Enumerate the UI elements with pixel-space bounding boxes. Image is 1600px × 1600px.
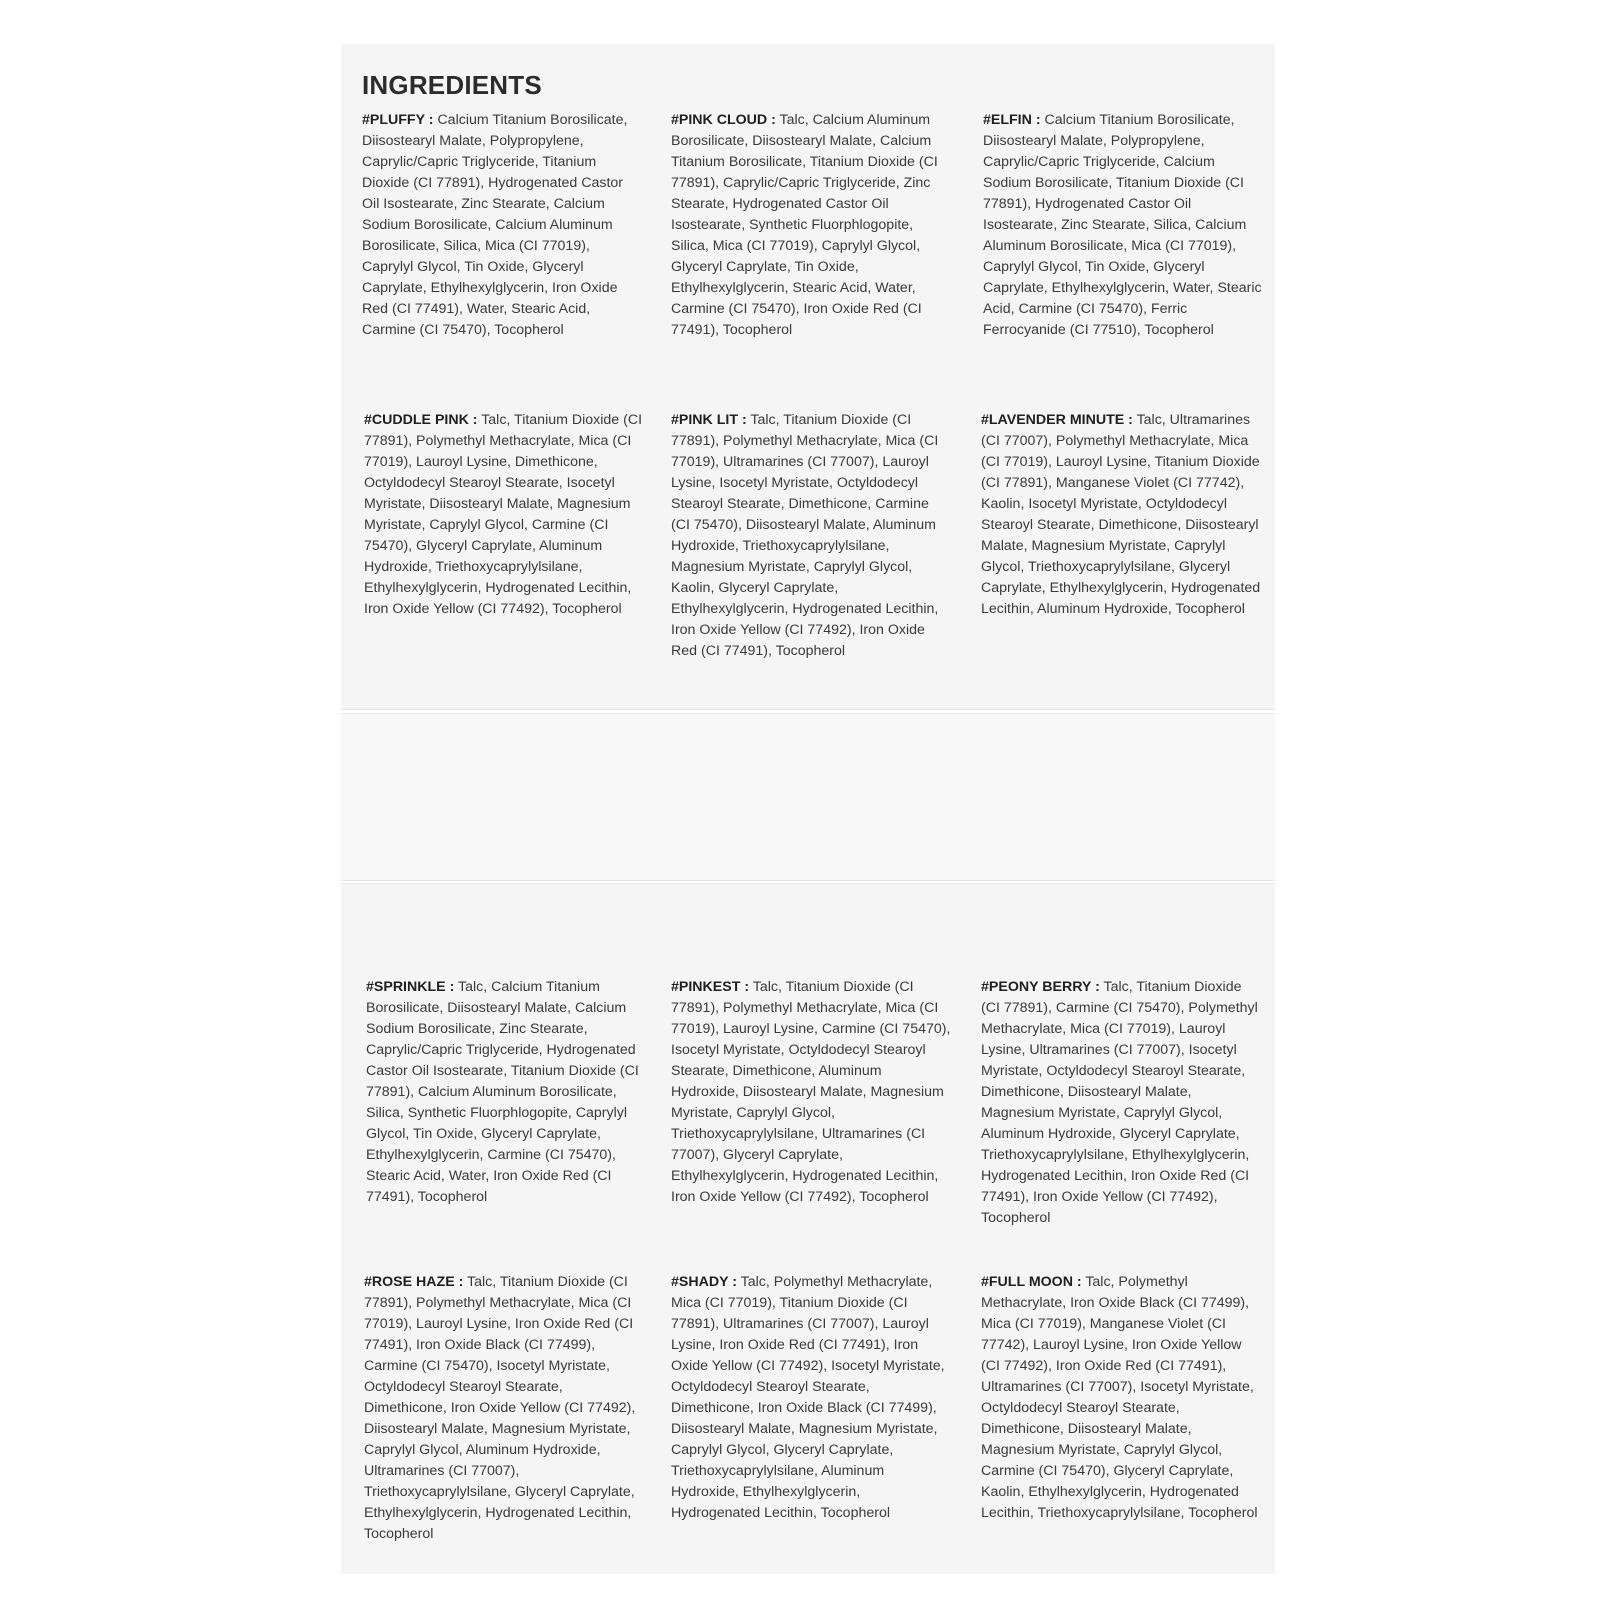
ingredient-list: Talc, Calcium Titanium Borosilicate, Diisostearyl Malate, Calcium Sodium Borosilicate, Zinc Stearate, Caprylic/Capric Triglyceride, Hydrogenated Castor Oil Isostearate, Titanium Dioxide (CI 77891), Calcium Aluminum Borosilicate, Silica, Synthetic Fluorphlogopite, Caprylyl Glycol, Tin Oxide, Glyceryl Caprylate, Ethylhexylglycerin, Carmine (CI 75470), Stearic Acid, Water, Iron Oxide Red (CI 77491), Tocopherol [366, 979, 639, 1205]
ingredient-block-peony-berry [981, 977, 1261, 1229]
ingredient-list: Talc, Titanium Dioxide (CI 77891), Carmine (CI 75470), Polymethyl Methacrylate, Mica (CI 77019), Lauroyl Lysine, Ultramarines (CI 77007), Isocetyl Myristate, Octyldodecyl Stearoyl Stearate, Dimethicone, Diisostearyl Malate, Magnesium Myristate, Caprylyl Glycol, Aluminum Hydroxide, Glyceryl Caprylate, Triethoxycaprylylsilane, Ethylhexylglycerin, Hydrogenated Lecithin, Iron Oxide Red (CI 77491), Iron Oxide Yellow (CI 77492), Tocopherol [981, 979, 1258, 1226]
ingredient-list: Talc, Titanium Dioxide (CI 77891), Polymethyl Methacrylate, Mica (CI 77019), Lauroyl Lysine, Iron Oxide Red (CI 77491), Iron Oxide Black (CI 77499), Carmine (CI 75470), Isocetyl Myristate, Octyldodecyl Stearoyl Stearate, Dimethicone, Iron Oxide Yellow (CI 77492), Diisostearyl Malate, Magnesium Myristate, Caprylyl Glycol, Aluminum Hydroxide, Ultramarines (CI 77007), Triethoxycaprylylsilane, Glyceryl Caprylate, Ethylhexylglycerin, Hydrogenated Lecithin, Tocopherol [364, 1274, 636, 1542]
ingredient-block-elfin [983, 110, 1263, 341]
shade-name: #PEONY BERRY : [981, 979, 1100, 995]
ingredient-block-cuddle-pink [364, 410, 644, 620]
shade-name: #FULL MOON : [981, 1274, 1082, 1290]
ingredient-block-lavender-minute [981, 410, 1261, 620]
ingredient-list: Talc, Titanium Dioxide (CI 77891), Polymethyl Methacrylate, Mica (CI 77019), Lauroyl Lysine, Carmine (CI 75470), Isocetyl Myristate, Octyldodecyl Stearoyl Stearate, Dimethicone, Aluminum Hydroxide, Diisostearyl Malate, Magnesium Myristate, Caprylyl Glycol, Triethoxycaprylylsilane, Ultramarines (CI 77007), Glyceryl Caprylate, Ethylhexylglycerin, Hydrogenated Lecithin, Iron Oxide Yellow (CI 77492), Tocopherol [671, 979, 951, 1205]
shade-name: #PINK LIT : [671, 412, 747, 428]
shade-name: #SPRINKLE : [366, 979, 455, 995]
ingredient-list: Calcium Titanium Borosilicate, Diisostearyl Malate, Polypropylene, Caprylic/Capric Triglyceride, Titanium Dioxide (CI 77891), Hydrogenated Castor Oil Isostearate, Zinc Stearate, Calcium Sodium Borosilicate, Calcium Aluminum Borosilicate, Silica, Mica (CI 77019), Caprylyl Glycol, Tin Oxide, Glyceryl Caprylate, Ethylhexylglycerin, Iron Oxide Red (CI 77491), Water, Stearic Acid, Carmine (CI 75470), Tocopherol [362, 112, 628, 338]
shade-name: #ELFIN : [983, 112, 1041, 128]
ingredient-list: Talc, Polymethyl Methacrylate, Mica (CI 77019), Titanium Dioxide (CI 77891), Ultramarines (CI 77007), Lauroyl Lysine, Iron Oxide Red (CI 77491), Iron Oxide Yellow (CI 77492), Isocetyl Myristate, Octyldodecyl Stearoyl Stearate, Dimethicone, Iron Oxide Black (CI 77499), Diisostearyl Malate, Magnesium Myristate, Caprylyl Glycol, Glyceryl Caprylate, Triethoxycaprylylsilane, Aluminum Hydroxide, Ethylhexylglycerin, Hydrogenated Lecithin, Tocopherol [671, 1274, 945, 1521]
fold-strip [341, 713, 1275, 881]
shade-name: #CUDDLE PINK : [364, 412, 478, 428]
ingredient-list: Talc, Calcium Aluminum Borosilicate, Diisostearyl Malate, Calcium Titanium Borosilicate, Titanium Dioxide (CI 77891), Caprylic/Capric Triglyceride, Zinc Stearate, Hydrogenated Castor Oil Isostearate, Synthetic Fluorphlogopite, Silica, Mica (CI 77019), Caprylyl Glycol, Glyceryl Caprylate, Tin Oxide, Ethylhexylglycerin, Stearic Acid, Water, Carmine (CI 75470), Iron Oxide Red (CI 77491), Tocopherol [671, 112, 938, 338]
ingredient-list: Talc, Ultramarines (CI 77007), Polymethyl Methacrylate, Mica (CI 77019), Lauroyl Lysine, Titanium Dioxide (CI 77891), Manganese Violet (CI 77742), Kaolin, Isocetyl Myristate, Octyldodecyl Stearoyl Stearate, Dimethicone, Diisostearyl Malate, Magnesium Myristate, Caprylyl Glycol, Triethoxycaprylylsilane, Glyceryl Caprylate, Ethylhexylglycerin, Hydrogenated Lecithin, Aluminum Hydroxide, Tocopherol [981, 412, 1261, 617]
ingredient-list: Calcium Titanium Borosilicate, Diisostearyl Malate, Polypropylene, Caprylic/Capric Triglyceride, Calcium Sodium Borosilicate, Titanium Dioxide (CI 77891), Hydrogenated Castor Oil Isostearate, Zinc Stearate, Silica, Calcium Aluminum Borosilicate, Mica (CI 77019), Caprylyl Glycol, Tin Oxide, Glyceryl Caprylate, Ethylhexylglycerin, Water, Stearic Acid, Carmine (CI 75470), Ferric Ferrocyanide (CI 77510), Tocopherol [983, 112, 1262, 338]
shade-name: #PLUFFY : [362, 112, 434, 128]
ingredient-block-pinkest [671, 977, 951, 1208]
ingredient-list: Talc, Polymethyl Methacrylate, Iron Oxide Black (CI 77499), Mica (CI 77019), Manganese Violet (CI 77742), Lauroyl Lysine, Iron Oxide Yellow (CI 77492), Iron Oxide Red (CI 77491), Ultramarines (CI 77007), Isocetyl Myristate, Octyldodecyl Stearoyl Stearate, Dimethicone, Diisostearyl Malate, Magnesium Myristate, Caprylyl Glycol, Carmine (CI 75470), Glyceryl Caprylate, Kaolin, Ethylhexylglycerin, Hydrogenated Lecithin, Triethoxycaprylylsilane, Tocopherol [981, 1274, 1258, 1521]
ingredient-block-full-moon [981, 1272, 1261, 1524]
ingredient-block-sprinkle [366, 977, 646, 1208]
ingredient-block-shady [671, 1272, 951, 1524]
shade-name: #PINKEST : [671, 979, 750, 995]
shade-name: #ROSE HAZE : [364, 1274, 464, 1290]
shade-name: #SHADY : [671, 1274, 737, 1290]
ingredient-block-pink-cloud [671, 110, 951, 341]
ingredient-block-pink-lit [671, 410, 951, 662]
page-title: INGREDIENTS [362, 70, 542, 100]
shade-name: #PINK CLOUD : [671, 112, 776, 128]
ingredient-block-pluffy [362, 110, 642, 341]
shade-name: #LAVENDER MINUTE : [981, 412, 1133, 428]
ingredient-block-rose-haze [364, 1272, 644, 1545]
ingredient-list: Talc, Titanium Dioxide (CI 77891), Polymethyl Methacrylate, Mica (CI 77019), Lauroyl Lysine, Dimethicone, Octyldodecyl Stearoyl Stearate, Isocetyl Myristate, Diisostearyl Malate, Magnesium Myristate, Caprylyl Glycol, Carmine (CI 75470), Glyceryl Caprylate, Aluminum Hydroxide, Triethoxycaprylylsilane, Ethylhexylglycerin, Hydrogenated Lecithin, Iron Oxide Yellow (CI 77492), Tocopherol [364, 412, 643, 617]
ingredient-list: Talc, Titanium Dioxide (CI 77891), Polymethyl Methacrylate, Mica (CI 77019), Ultramarines (CI 77007), Lauroyl Lysine, Isocetyl Myristate, Octyldodecyl Stearoyl Stearate, Dimethicone, Carmine (CI 75470), Diisostearyl Malate, Aluminum Hydroxide, Triethoxycaprylylsilane, Magnesium Myristate, Caprylyl Glycol, Kaolin, Glyceryl Caprylate, Ethylhexylglycerin, Hydrogenated Lecithin, Iron Oxide Yellow (CI 77492), Iron Oxide Red (CI 77491), Tocopherol [671, 412, 939, 659]
